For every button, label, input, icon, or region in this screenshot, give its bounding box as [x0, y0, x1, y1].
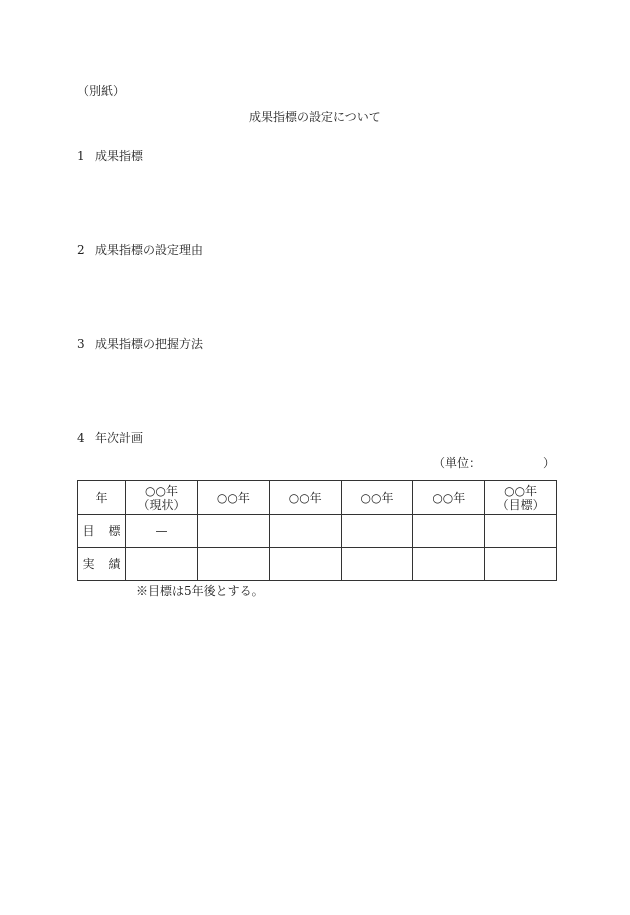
section-heading-2: [77, 243, 203, 257]
row-label-char: 目: [82, 524, 95, 538]
year-column-note: （目標）: [496, 497, 545, 512]
table-cell: [198, 515, 270, 548]
section-label: 成果指標: [95, 149, 144, 163]
table-cell: [341, 548, 413, 581]
year-column-year: ○○年: [288, 490, 322, 505]
table-cell: [485, 515, 557, 548]
row-label-actual: [78, 548, 126, 581]
table-row: [78, 515, 557, 548]
unit-label: [433, 456, 555, 470]
section-number: 3: [77, 337, 85, 351]
table-cell: [269, 515, 341, 548]
row-label-target: [78, 515, 126, 548]
section-number: 2: [77, 243, 85, 257]
table-cell: [413, 548, 485, 581]
year-header-label: 年: [95, 490, 108, 505]
table-cell: —: [126, 515, 198, 548]
year-column-header: [126, 481, 198, 515]
section-label: 成果指標の把握方法: [95, 337, 204, 351]
year-header-cell: [78, 481, 126, 515]
table-row: [78, 548, 557, 581]
row-label-char: 標: [108, 524, 121, 538]
attachment-label: （別紙）: [77, 84, 126, 98]
row-label-char: 実: [82, 557, 95, 571]
section-number: 1: [77, 149, 85, 163]
table-cell: [269, 548, 341, 581]
section-number: 4: [77, 431, 85, 445]
year-column-year: ○○年: [360, 490, 394, 505]
year-column-note: （現状）: [137, 497, 186, 512]
section-heading-4: [77, 431, 143, 445]
unit-close: ）: [543, 456, 556, 470]
year-column-header: [341, 481, 413, 515]
table-cell: [198, 548, 270, 581]
year-column-header: [485, 481, 557, 515]
section-heading-3: [77, 337, 203, 351]
unit-open: （単位：: [433, 456, 482, 470]
footnote: ※目標は5年後とする。: [136, 584, 264, 598]
year-column-header: [269, 481, 341, 515]
page-title: 成果指標の設定について: [249, 110, 381, 124]
table-header-row: [78, 481, 557, 515]
year-column-year: ○○年: [216, 490, 250, 505]
section-label: 年次計画: [95, 431, 144, 445]
year-column-header: [413, 481, 485, 515]
year-column-header: [198, 481, 270, 515]
section-heading-1: [77, 149, 143, 163]
year-column-year: ○○年: [145, 483, 178, 498]
row-label-char: 績: [108, 557, 121, 571]
table-cell: [126, 548, 198, 581]
table-cell: [485, 548, 557, 581]
year-column-year: ○○年: [504, 483, 538, 498]
section-label: 成果指標の設定理由: [95, 243, 204, 257]
table-cell: [413, 515, 485, 548]
annual-plan-table: [77, 480, 557, 581]
table-cell: [341, 515, 413, 548]
year-column-year: ○○年: [432, 490, 466, 505]
